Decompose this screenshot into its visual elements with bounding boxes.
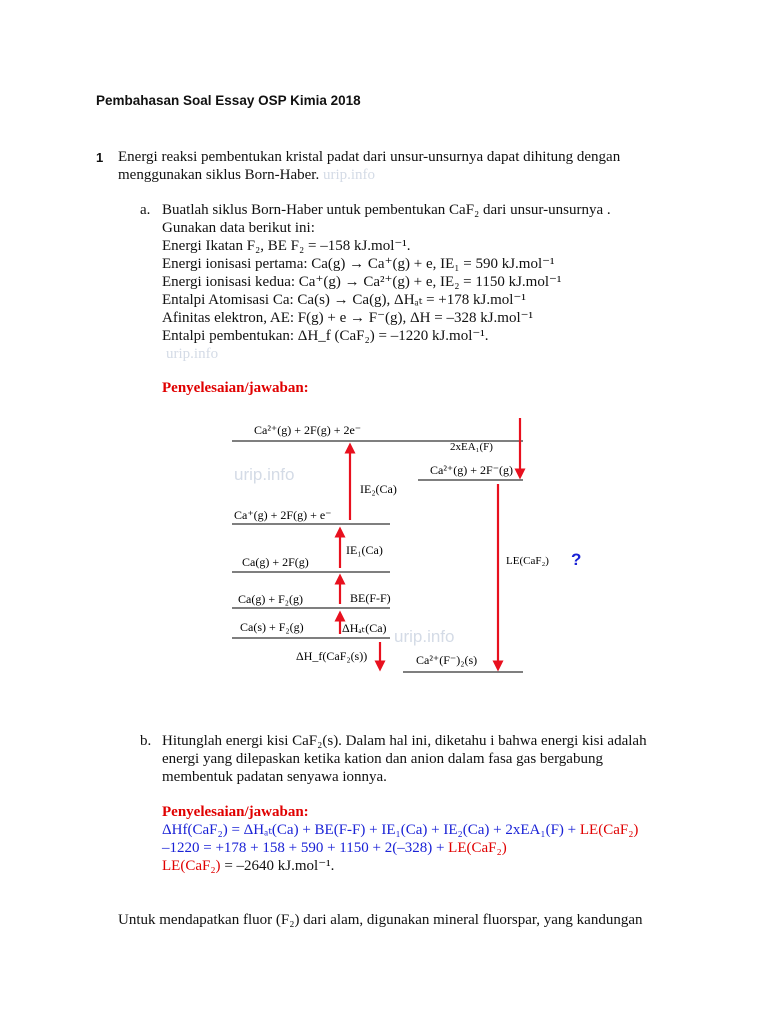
part-b-block: [162, 732, 647, 786]
level-ca-g-f2-label: Ca(g) + F₂(g): [238, 592, 303, 606]
level-ca-g-2f-label: Ca(g) + 2F(g): [242, 555, 309, 569]
equation-line-1: [162, 821, 638, 839]
part-b-line-2: energi yang dilepaskan ketika kation dan anion dalam fasa gas bergabung: [162, 751, 603, 767]
ea-label: 2xEA₁(F): [450, 441, 493, 453]
level-ca-s-f2-label: Ca(s) + F₂(g): [240, 620, 304, 634]
equation-3-result: = –2640 kJ.mol⁻¹.: [224, 858, 335, 874]
equation-1-le: LE(CaF₂): [579, 822, 639, 838]
data-line: Entalpi Atomisasi Ca: Ca(s) → Ca(g), ΔHₐₜ = +178 kJ.mol⁻¹: [162, 292, 526, 308]
part-b-line-1: Hitunglah energi kisi CaF₂(s). Dalam hal ini, diketahu i bahwa energi kisi adalah: [162, 733, 647, 749]
equation-line-2: [162, 839, 638, 857]
equation-3-le: LE(CaF₂): [162, 858, 221, 874]
level-ions-label: Ca²⁺(g) + 2F⁻(g): [430, 463, 514, 477]
watermark: urip.info: [166, 346, 219, 362]
equation-line-3: [162, 857, 638, 875]
part-a-line-1: Buatlah siklus Born-Haber untuk pembentukan CaF₂ dari unsur-unsurnya .: [162, 202, 611, 218]
hf-label: ΔH_f(CaF₂(s)): [296, 649, 368, 663]
data-line: Afinitas elektron, AE: F(g) + e → F⁻(g), ΔH = –328 kJ.mol⁻¹: [162, 310, 534, 326]
answer-heading-a: Penyelesaian/jawaban:: [162, 380, 309, 396]
hat-label: ΔHₐₜ(Ca): [342, 621, 387, 635]
ie1-label: IE₁(Ca): [346, 543, 383, 557]
diagram-watermark: urip.info: [394, 627, 455, 646]
equation-2-main: –1220 = +178 + 158 + 590 + 1150 + 2(–328) +: [162, 840, 445, 856]
level-top-label: Ca²⁺(g) + 2F(g) + 2e⁻: [254, 423, 362, 437]
unknown-marker: ?: [571, 550, 582, 569]
intro-text: menggunakan siklus Born-Haber.: [118, 167, 320, 183]
part-a-block: [162, 201, 611, 363]
watermark: urip.info: [322, 167, 376, 183]
data-line: Energi ionisasi kedua: Ca⁺(g) → Ca²⁺(g) + e, IE₂ = 1150 kJ.mol⁻¹: [162, 274, 562, 290]
diagram-watermark: urip.info: [234, 465, 295, 484]
part-a-marker: a.: [140, 202, 151, 218]
part-b-answer: [162, 803, 638, 875]
part-a-line-2: Gunakan data berikut ini:: [162, 220, 315, 236]
part-b-marker: b.: [140, 733, 152, 749]
born-haber-diagram: [228, 408, 549, 688]
intro-line-1: Energi reaksi pembentukan kristal padat dari unsur-unsurnya dapat dihitung dengan: [118, 149, 621, 165]
page-title: Pembahasan Soal Essay OSP Kimia 2018: [96, 93, 361, 108]
data-line: Energi Ikatan F₂, BE F₂ = –158 kJ.mol⁻¹.: [162, 238, 411, 254]
ie2-label: IE₂(Ca): [360, 482, 397, 496]
le-label: LE(CaF₂): [506, 555, 549, 567]
data-line: Energi ionisasi pertama: Ca(g) → Ca⁺(g) + e, IE₁ = 590 kJ.mol⁻¹: [162, 256, 555, 272]
part-b-line-3: membentuk padatan senyawa ionnya.: [162, 769, 387, 785]
level-ca-plus-label: Ca⁺(g) + 2F(g) + e⁻: [234, 508, 332, 522]
question-number: 1: [96, 150, 104, 165]
answer-heading-b: Penyelesaian/jawaban:: [162, 804, 309, 820]
equation-2-le: LE(CaF₂): [448, 840, 507, 856]
level-solid-label: Ca²⁺(F⁻)₂(s): [416, 653, 478, 667]
equation-1-main: ΔHf(CaF₂) = ΔHₐₜ(Ca) + BE(F-F) + IE₁(Ca) + IE₂(Ca) + 2xEA₁(F) +: [162, 822, 577, 838]
footer-paragraph: Untuk mendapatkan fluor (F₂) dari alam, digunakan mineral fluorspar, yang kandungan: [118, 912, 643, 928]
intro-line-2: [118, 166, 678, 184]
data-line: Entalpi pembentukan: ΔH_f (CaF₂) = –1220 kJ.mol⁻¹.: [162, 328, 489, 344]
be-label: BE(F-F): [350, 591, 391, 605]
question-intro: [118, 148, 678, 184]
